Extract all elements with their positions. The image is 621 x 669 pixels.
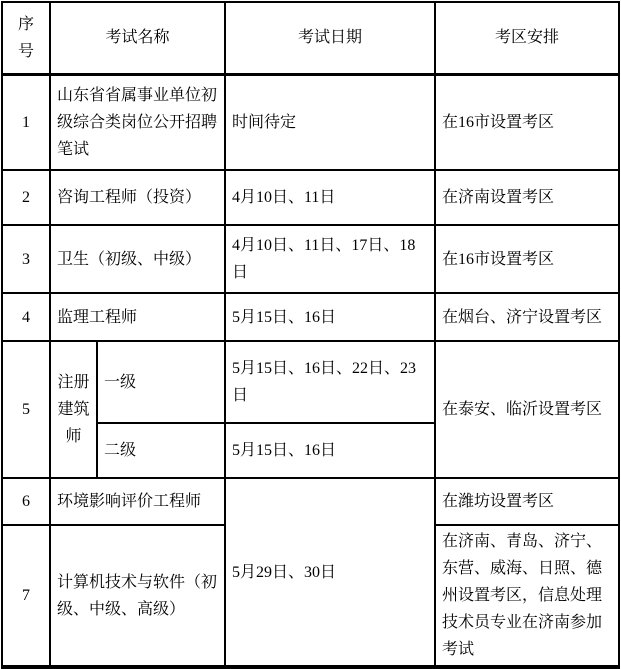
row-6-name-cell: 环境影响评价工程师: [50, 478, 225, 525]
row-5-level-2-cell: 二级: [97, 423, 225, 478]
table-row-2: [2, 170, 619, 225]
row-1-name-cell: 山东省省属事业单位初级综合类岗位公开招聘笔试: [50, 74, 225, 170]
header-name-cell: 考试名称: [50, 2, 225, 74]
row-6-no-cell: 6: [2, 478, 50, 525]
row-3-no-cell: 3: [2, 225, 50, 293]
row-5-category-cell: 注册建筑师: [50, 341, 97, 478]
row-1-no-cell: 1: [2, 74, 50, 170]
header-row: [2, 2, 619, 74]
table-row-3: [2, 225, 619, 293]
row-3-name-cell: 卫生（初级、中级）: [50, 225, 225, 293]
row-4-name-cell: 监理工程师: [50, 293, 225, 341]
table-row-6: [2, 478, 619, 525]
row-2-no-cell: 2: [2, 170, 50, 225]
row-3-date-cell: 4月10日、11日、17日、18日: [225, 225, 435, 293]
row-6-area-cell: 在潍坊设置考区: [435, 478, 619, 525]
exam-schedule-table: [1, 1, 620, 669]
table-row-5-level-1: [2, 341, 619, 423]
row-2-date-cell: 4月10日、11日: [225, 170, 435, 225]
row-6-7-merged-date-cell: 5月29日、30日: [225, 478, 435, 667]
header-date-cell: 考试日期: [225, 2, 435, 74]
row-1-area-cell: 在16市设置考区: [435, 74, 619, 170]
row-5-level-1-date-cell: 5月15日、16日、22日、23日: [225, 341, 435, 423]
row-5-area-cell: 在泰安、临沂设置考区: [435, 341, 619, 478]
table-row-4: [2, 293, 619, 341]
row-7-area-cell: 在济南、青岛、济宁、东营、威海、日照、德州设置考区，信息处理技术员专业在济南参加考试: [435, 525, 619, 667]
row-5-level-1-cell: 一级: [97, 341, 225, 423]
row-3-area-cell: 在16市设置考区: [435, 225, 619, 293]
row-4-area-cell: 在烟台、济宁设置考区: [435, 293, 619, 341]
row-4-date-cell: 5月15日、16日: [225, 293, 435, 341]
row-4-no-cell: 4: [2, 293, 50, 341]
row-2-area-cell: 在济南设置考区: [435, 170, 619, 225]
row-2-name-cell: 咨询工程师（投资）: [50, 170, 225, 225]
table-row-1: [2, 74, 619, 170]
header-area-cell: 考区安排: [435, 2, 619, 74]
row-5-no-cell: 5: [2, 341, 50, 478]
row-7-name-cell: 计算机技术与软件（初级、中级、高级）: [50, 525, 225, 667]
row-7-no-cell: 7: [2, 525, 50, 667]
row-5-level-2-date-cell: 5月15日、16日: [225, 423, 435, 478]
header-no-cell: 序号: [2, 2, 50, 74]
row-1-date-cell: 时间待定: [225, 74, 435, 170]
